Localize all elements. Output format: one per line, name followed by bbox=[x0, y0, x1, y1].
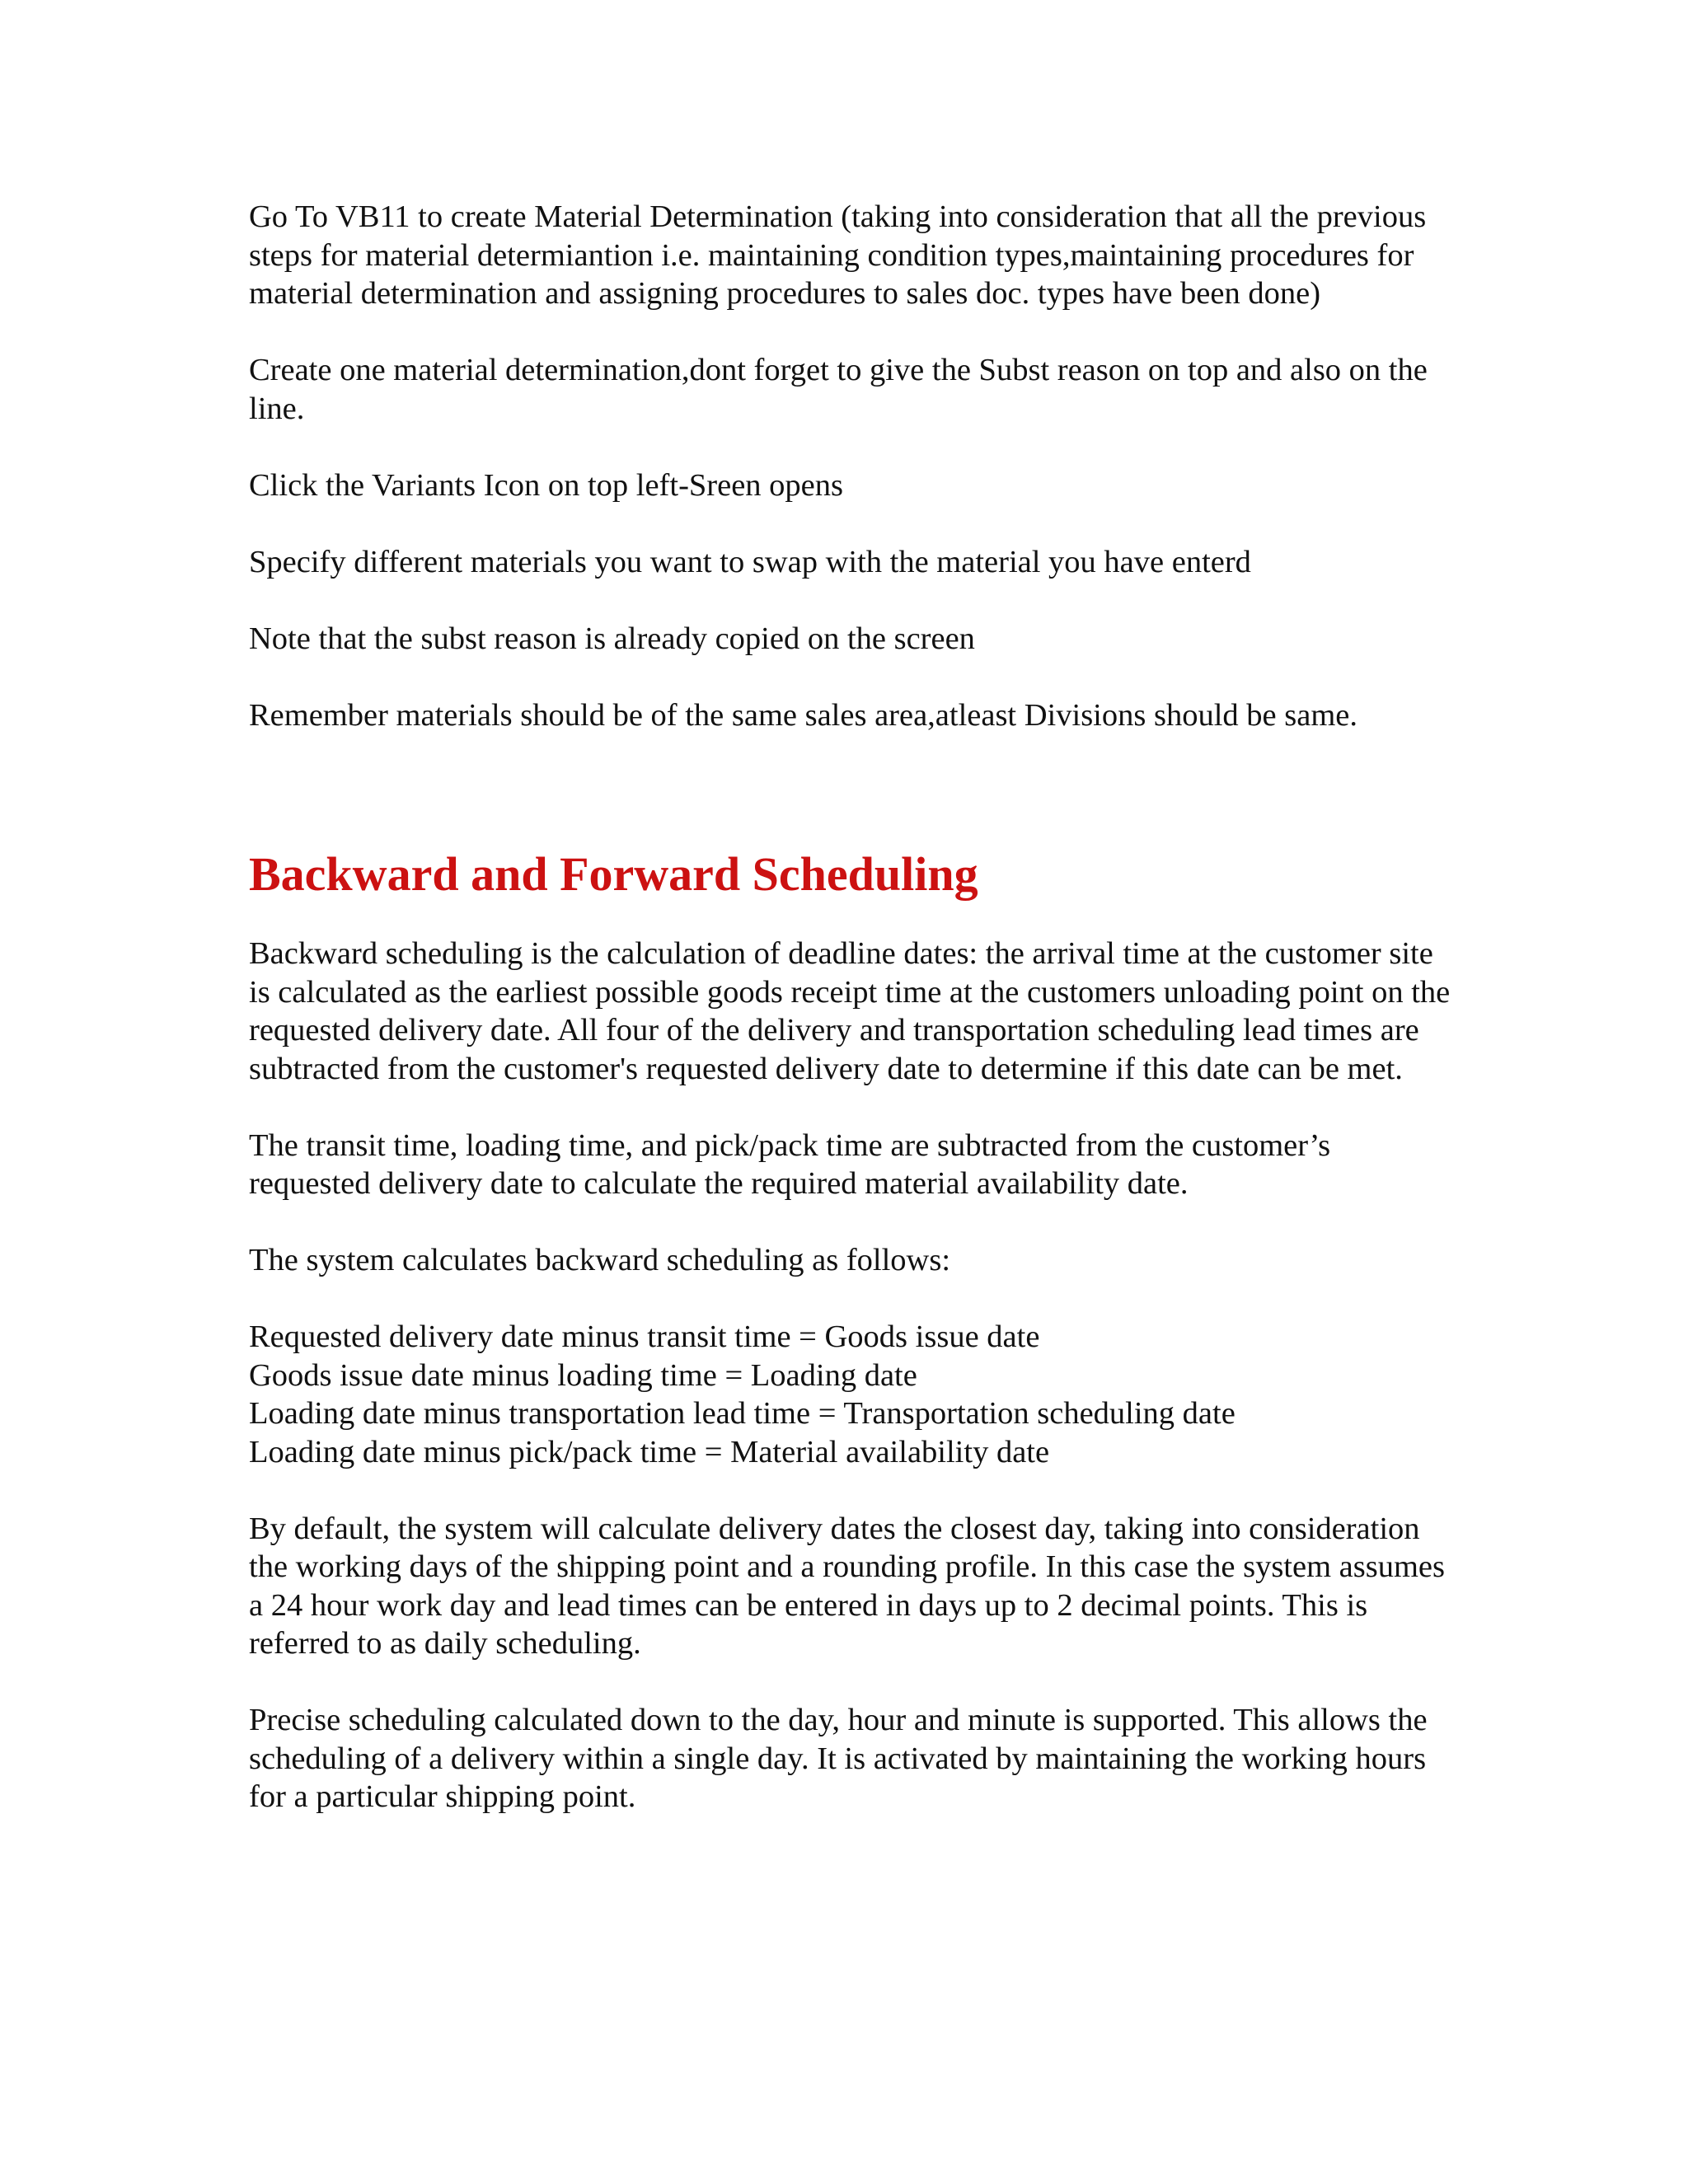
paragraph-subst-reason-note: Note that the subst reason is already copied on the screen bbox=[249, 621, 975, 656]
equation-loading: Goods issue date minus loading time = Loading date bbox=[249, 1357, 917, 1393]
paragraph-daily-scheduling: By default, the system will calculate delivery dates the closest day, taking into consideration the working days of the shipping point and a rounding profile. In this case the system assumes a 24 hour work day and lead times can be entered in days up to 2 decimal points. This is referred to as daily scheduling. bbox=[249, 1511, 1445, 1661]
equation-material-availability: Loading date minus pick/pack time = Material availability date bbox=[249, 1434, 1050, 1469]
paragraph-vb11-instructions: Go To VB11 to create Material Determination (taking into consideration that all the previous steps for material determiantion i.e. maintaining condition types,maintaining procedures for material determination and assigning procedures to sales doc. types have been done) bbox=[249, 199, 1427, 311]
equation-goods-issue: Requested delivery date minus transit time = Goods issue date bbox=[249, 1319, 1040, 1354]
paragraph-sales-area-reminder: Remember materials should be of the same sales area,atleast Divisions should be same. bbox=[249, 697, 1357, 733]
paragraph-variants-icon: Click the Variants Icon on top left-Sreen opens bbox=[249, 467, 843, 503]
paragraph-precise-scheduling: Precise scheduling calculated down to the day, hour and minute is supported. This allows the scheduling of a delivery within a single day. It is activated by maintaining the working hours for a particular shipping point. bbox=[249, 1703, 1428, 1814]
paragraph-backward-definition: Backward scheduling is the calculation of deadline dates: the arrival time at the customer site is calculated as the earliest possible goods receipt time at the customers unloading point on the requested delivery date. All four of the delivery and transportation scheduling lead times are subtracted from the customer's requested delivery date to determine if this date can be met. bbox=[249, 936, 1451, 1086]
section-heading: Backward and Forward Scheduling bbox=[249, 847, 978, 901]
paragraph-create-determination: Create one material determination,dont forget to give the Subst reason on top and also on the line. bbox=[249, 353, 1428, 426]
paragraph-specify-materials: Specify different materials you want to swap with the material you have enterd bbox=[249, 544, 1251, 579]
equation-list bbox=[249, 1318, 1452, 1471]
paragraph-lead-times-subtracted: The transit time, loading time, and pick/pack time are subtracted from the customer’s requested delivery date to calculate the required material availability date. bbox=[249, 1127, 1331, 1201]
equation-transportation: Loading date minus transportation lead time = Transportation scheduling date bbox=[249, 1396, 1236, 1431]
paragraph-calculation-intro: The system calculates backward scheduling as follows: bbox=[249, 1243, 951, 1277]
document-page bbox=[249, 198, 1452, 1816]
